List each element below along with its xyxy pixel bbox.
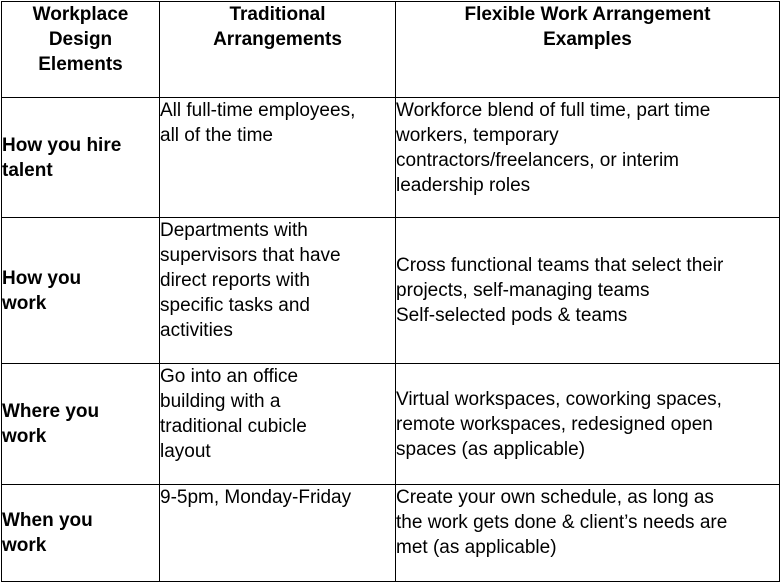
header-line: Workplace <box>32 4 129 25</box>
label-line: work <box>2 535 47 556</box>
header-workplace-design-elements <box>2 2 160 98</box>
label-line: work <box>2 426 47 447</box>
cell-line: met (as applicable) <box>396 537 557 558</box>
cell-line: remote workspaces, redesigned open <box>396 413 713 435</box>
traditional-cell <box>160 485 396 582</box>
traditional-cell <box>160 98 396 218</box>
cell-line: spaces (as applicable) <box>396 438 586 460</box>
label-line: Where you <box>2 401 100 422</box>
cell-line: Departments with <box>160 220 308 241</box>
row-label-when-you-work <box>2 485 160 582</box>
traditional-cell <box>160 364 396 485</box>
flexible-cell <box>396 218 780 364</box>
label-line: How you <box>2 267 82 289</box>
cell-line: Self-selected pods & teams <box>396 305 628 326</box>
cell-line: traditional cubicle <box>160 416 307 437</box>
traditional-cell <box>160 218 396 364</box>
table-row <box>2 485 780 582</box>
cell-line: leadership roles <box>396 175 531 196</box>
label-line: How you hire <box>2 134 122 156</box>
table-row <box>2 98 780 218</box>
cell-line: specific tasks and <box>160 295 310 316</box>
header-line: Traditional <box>229 4 326 25</box>
header-line: Examples <box>543 29 632 50</box>
header-row <box>2 2 780 98</box>
cell-line: Virtual workspaces, coworking spaces, <box>396 388 722 410</box>
header-line: Arrangements <box>213 29 342 50</box>
cell-line: all of the time <box>160 125 273 146</box>
header-line: Design <box>48 29 113 50</box>
cell-line: contractors/freelancers, or interim <box>396 150 679 171</box>
flexible-cell <box>396 364 780 485</box>
header-line: Elements <box>38 54 123 75</box>
cell-line: supervisors that have <box>160 245 341 266</box>
cell-line: building with a <box>160 391 281 412</box>
cell-line: Cross functional teams that select their <box>396 255 724 276</box>
cell-line: Go into an office <box>160 366 299 387</box>
header-traditional-arrangements <box>160 2 396 98</box>
cell-line: projects, self-managing teams <box>396 280 650 301</box>
cell-line: layout <box>160 441 211 462</box>
cell-line: direct reports with <box>160 270 310 291</box>
cell-line: the work gets done & client’s needs are <box>396 512 728 533</box>
cell-line: workers, temporary <box>396 125 559 146</box>
label-line: talent <box>2 159 53 181</box>
label-line: When you <box>2 510 93 531</box>
row-label-where-you-work <box>2 364 160 485</box>
table-row <box>2 218 780 364</box>
row-label-how-you-work <box>2 218 160 364</box>
cell-line: 9-5pm, Monday-Friday <box>160 487 352 508</box>
header-line: Flexible Work Arrangement <box>464 4 711 25</box>
row-label-hire-talent <box>2 98 160 218</box>
header-flexible-examples <box>396 2 780 98</box>
flexible-cell <box>396 98 780 218</box>
label-line: work <box>2 292 47 314</box>
cell-line: Workforce blend of full time, part time <box>396 100 711 121</box>
flexible-cell <box>396 485 780 582</box>
workplace-design-table <box>1 1 780 582</box>
cell-line: Create your own schedule, as long as <box>396 487 714 508</box>
cell-line: All full-time employees, <box>160 100 356 121</box>
table-row <box>2 364 780 485</box>
cell-line: activities <box>160 320 233 341</box>
